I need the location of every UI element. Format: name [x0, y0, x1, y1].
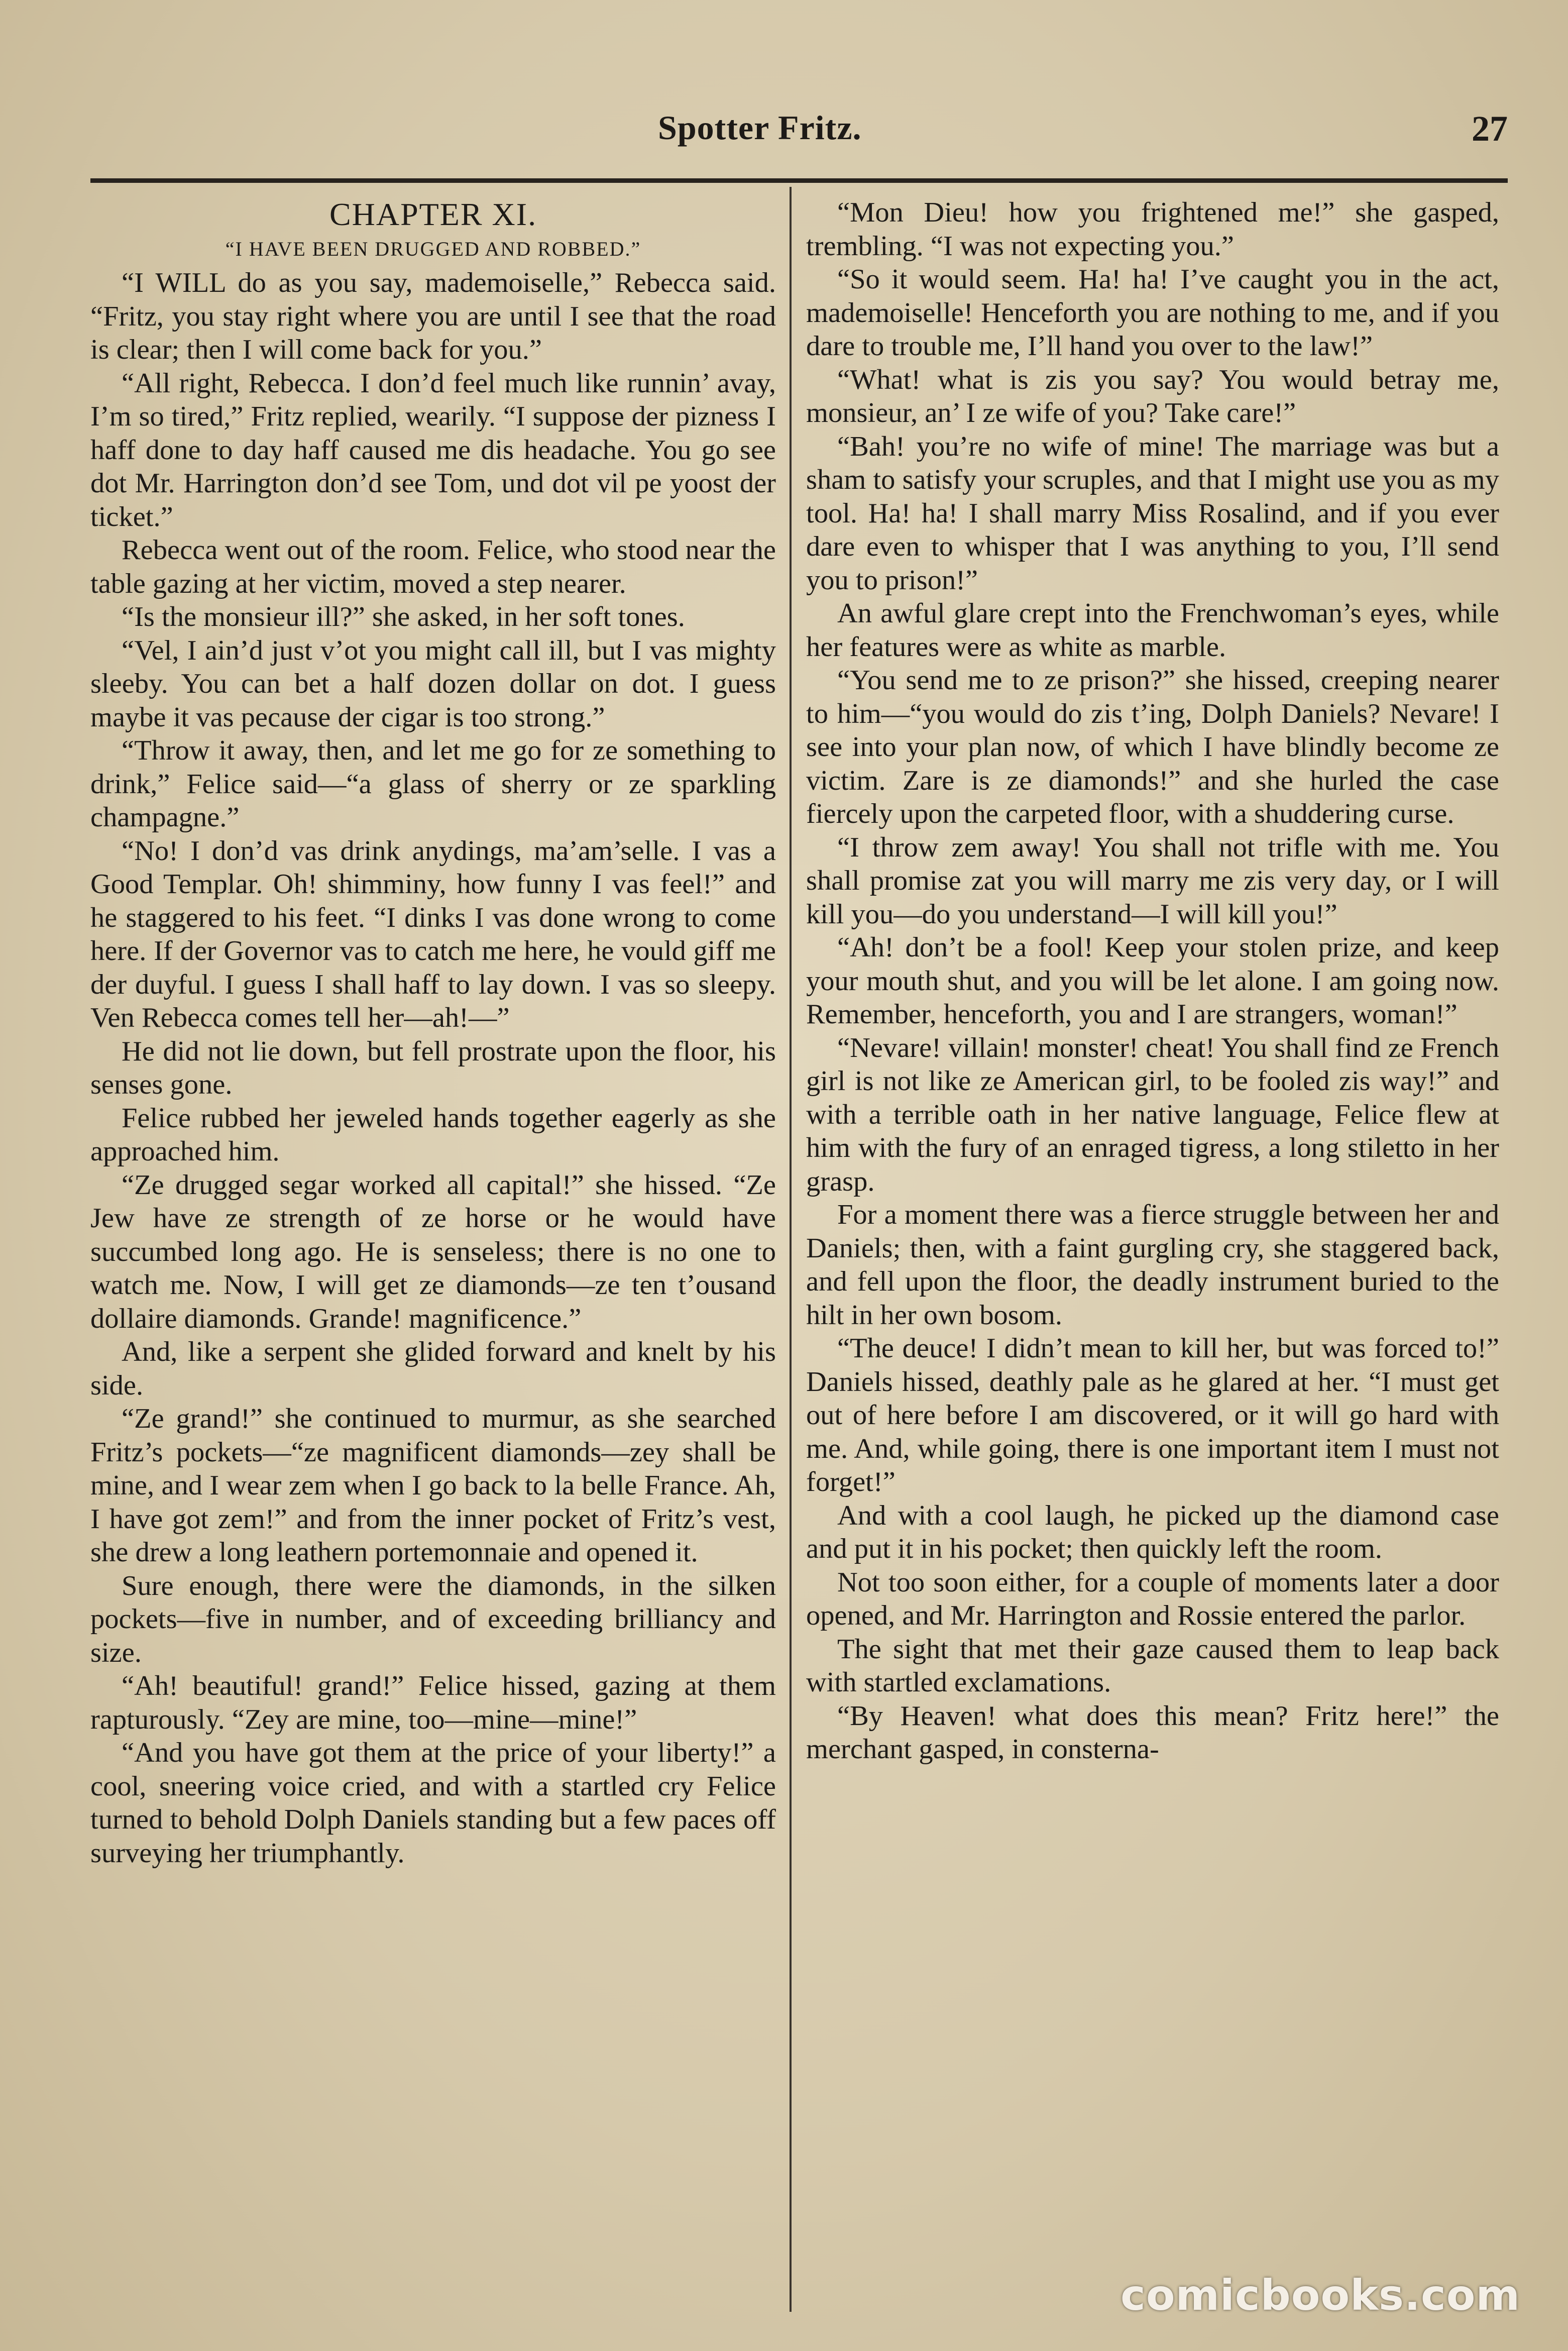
running-title: Spotter Fritz.: [658, 109, 862, 147]
paragraph: “And you have got them at the price of your liberty!” a cool, sneering voice cried, and with a startled cry Felice turned to behold Dolph Daniels standing but a few paces off surveying her triumphantly.: [90, 1737, 776, 1869]
right-column: [806, 196, 1499, 1766]
paragraph: “Ah! don’t be a fool! Keep your stolen prize, and keep your mouth shut, and you will be let alone. I am going now. Remember, henceforth, you and I are strangers, woman!”: [806, 932, 1499, 1030]
paragraph: “Nevare! villain! monster! cheat! You shall find ze French girl is not like ze American girl, to be fooled zis way!” and with a terrible oath in her native language, Felice flew at him with the fury of an enraged tigress, a long stiletto in her grasp.: [806, 1032, 1499, 1197]
chapter-subtitle: “I HAVE BEEN DRUGGED AND ROBBED.”: [225, 238, 641, 260]
paragraph: The sight that met their gaze caused them to leap back with startled exclamations.: [806, 1633, 1499, 1698]
paragraph: “The deuce! I didn’t mean to kill her, but was forced to!” Daniels hissed, deathly pale as he glared at her. “I must get out of here before I am discovered, or it will go hard with me. And, while going, there is one important item I must not forget!”: [806, 1333, 1499, 1498]
paragraph: Sure enough, there were the diamonds, in the silken pockets—five in number, and of exceeding brilliancy and size.: [90, 1570, 776, 1668]
paragraph: “Mon Dieu! how you frightened me!” she gasped, trembling. “I was not expecting you.”: [806, 197, 1499, 262]
paragraph: “All right, Rebecca. I don’d feel much like runnin’ avay, I’m so tired,” Fritz replied, wearily. “I suppose der pizness I haff done to day haff caused me dis headache. You go see dot Mr. Harrington don’d see Tom, und dot vil pe yoost der ticket.”: [90, 367, 776, 532]
page-header: [90, 108, 1508, 168]
paragraph: Rebecca went out of the room. Felice, who stood near the table gazing at her victim, moved a step nearer.: [90, 535, 776, 599]
paragraph: “By Heaven! what does this mean? Fritz here!” the merchant gasped, in consterna-: [806, 1700, 1499, 1765]
paragraph: Felice rubbed her jeweled hands together eagerly as she approached him.: [90, 1102, 776, 1167]
paragraph: “You send me to ze prison?” she hissed, creeping nearer to him—“you would do zis t’ing, Dolph Daniels? Nevare! I see into your plan now, of which I have blindly become ze victim. Zare is ze diamonds!” and she hurled the case fiercely upon the carpeted floor, with a shuddering curse.: [806, 665, 1499, 829]
paragraph: “Throw it away, then, and let me go for ze something to drink,” Felice said—“a glass of sherry or ze sparkling champagne.”: [90, 735, 776, 833]
paragraph: And with a cool laugh, he picked up the diamond case and put it in his pocket; then quickly left the room.: [806, 1500, 1499, 1564]
paragraph: He did not lie down, but fell prostrate upon the floor, his senses gone.: [90, 1035, 776, 1100]
paragraph: “I WILL do as you say, mademoiselle,” Rebecca said. “Fritz, you stay right where you are until I see that the road is clear; then I will come back for you.”: [90, 267, 776, 365]
paragraph: And, like a serpent she glided forward and knelt by his side.: [90, 1336, 776, 1401]
left-column: [90, 196, 776, 1870]
paragraph: “Is the monsieur ill?” she asked, in her soft tones.: [122, 601, 685, 632]
watermark: comicbooks.com: [1121, 2271, 1520, 2320]
paragraph: For a moment there was a fierce struggle between her and Daniels; then, with a faint gurgling cry, she staggered back, and fell upon the floor, the deadly instrument buried to the hilt in her own bosom.: [806, 1199, 1499, 1331]
paragraph: “Ze drugged segar worked all capital!” she hissed. “Ze Jew have ze strength of ze horse or he would have succumbed long ago. He is senseless; there is no one to watch me. Now, I will get ze diamonds—ze ten t’ousand dollaire diamonds. Grande! magnificence.”: [90, 1169, 776, 1334]
paragraph: “Ah! beautiful! grand!” Felice hissed, gazing at them rapturously. “Zey are mine, too—mine—mine!”: [90, 1670, 776, 1735]
paragraph: An awful glare crept into the Frenchwoman’s eyes, while her features were as white as marble.: [806, 598, 1499, 663]
column-divider: [790, 187, 792, 2312]
header-rule: [90, 178, 1508, 183]
page-number: 27: [1472, 109, 1508, 149]
paragraph: “So it would seem. Ha! ha! I’ve caught you in the act, mademoiselle! Henceforth you are nothing to me, and if you dare to trouble me, I’ll hand you over to the law!”: [806, 264, 1499, 362]
paragraph: “Ze grand!” she continued to murmur, as she searched Fritz’s pockets—“ze magnificent diamonds—zey shall be mine, and I wear zem when I go back to la belle France. Ah, I have got zem!” and from the inner pocket of Fritz’s vest, she drew a long leathern portemonnaie and opened it.: [90, 1403, 776, 1568]
paragraph: Not too soon either, for a couple of moments later a door opened, and Mr. Harrington and Rossie entered the parlor.: [806, 1566, 1499, 1631]
chapter-heading: CHAPTER XI.: [329, 196, 537, 232]
paragraph: “Bah! you’re no wife of mine! The marriage was but a sham to satisfy your scruples, and that I might use you as my tool. Ha! ha! I shall marry Miss Rosalind, and if you ever dare even to whisper that I was anything to you, I’ll send you to prison!”: [806, 431, 1499, 596]
paragraph: “Vel, I ain’d just v’ot you might call ill, but I vas mighty sleeby. You can bet a half dozen dollar on dot. I guess maybe it vas pecause der cigar is too strong.”: [90, 634, 776, 733]
paragraph: “No! I don’d vas drink anydings, ma’am’selle. I vas a Good Templar. Oh! shimminy, how funny I vas feel!” and he staggered to his feet. “I dinks I vas done wrong to come here. If der Governor vas to catch me here, he vould giff me der duyful. I guess I shall haff to lay down. I vas so sleepy. Ven Rebecca comes tell her—ah!—”: [90, 835, 776, 1033]
paragraph: “What! what is zis you say? You would betray me, monsieur, an’ I ze wife of you? Take care!”: [806, 364, 1499, 429]
paragraph: “I throw zem away! You shall not trifle with me. You shall promise zat you will marry me zis very day, or I will kill you—do you understand—I will kill you!”: [806, 831, 1499, 930]
